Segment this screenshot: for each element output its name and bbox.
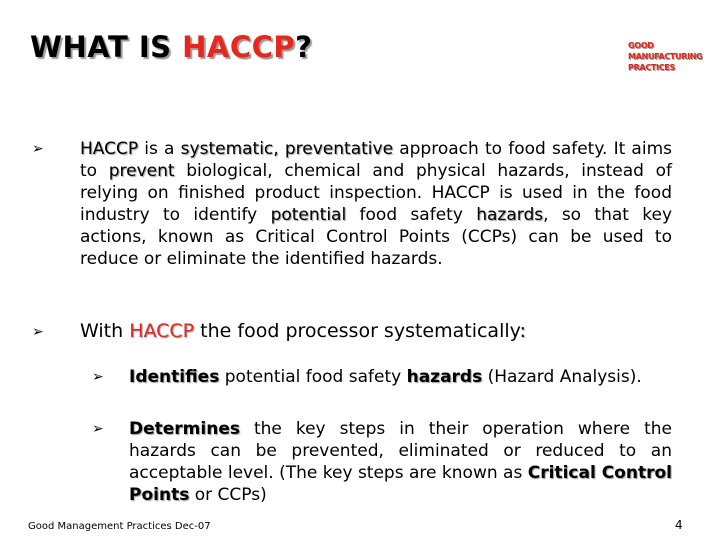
critical-control-points: Critical Control Points [129, 463, 672, 505]
with-haccp-accent: HACCP [129, 320, 195, 342]
identifies-hazards: hazards [406, 367, 483, 387]
footer-text: Good Management Practices Dec-07 [28, 521, 211, 532]
identifies-keyword: Identifies [129, 367, 220, 387]
determines-keyword: Determines [129, 419, 240, 439]
determines-item: Determines the key steps in their operation where the hazards can be prevented, eliminated or reduced to an acceptable level. (The key steps are known as Critical Control Points or CCPs) [129, 419, 672, 505]
def-prevent: prevent [108, 161, 175, 181]
with-haccp-heading: With HACCP the food processor systematically: [80, 320, 526, 342]
slide-title [30, 30, 312, 64]
title-accent: HACCP [182, 30, 296, 64]
identifies-item: Identifies potential food safety hazards (Hazard Analysis). [129, 367, 642, 387]
bullet-arrow-icon: ➢ [32, 141, 44, 157]
badge-line-2: MANUFACTURING [628, 52, 703, 61]
sub-bullet-arrow-icon: ➢ [92, 369, 104, 385]
def-haccp: HACCP [80, 139, 139, 159]
def-potential: potential [270, 205, 347, 225]
badge-line-3: PRACTICES [628, 63, 675, 72]
badge-line-1: GOOD [628, 41, 654, 50]
page-number: 4 [675, 518, 683, 532]
bullet-arrow-icon: ➢ [32, 324, 44, 340]
title-suffix: ? [295, 30, 313, 64]
sub-bullet-arrow-icon: ➢ [92, 421, 104, 437]
gmp-logo-badge [628, 40, 702, 73]
def-systematic-preventative: systematic, preventative [180, 139, 394, 159]
def-hazards: hazards [476, 205, 544, 225]
title-main: WHAT IS [30, 30, 183, 64]
haccp-definition-paragraph: HACCP is a systematic, preventative approach to food safety. It aims to prevent biological, chemical and physical hazards, instead of relying on finished product inspection. HACCP is used in the food industry to identify potential food safety hazards, so that key actions, known as Critical Control Points (CCPs) can be used to reduce or eliminate the identified hazards. [80, 139, 673, 269]
